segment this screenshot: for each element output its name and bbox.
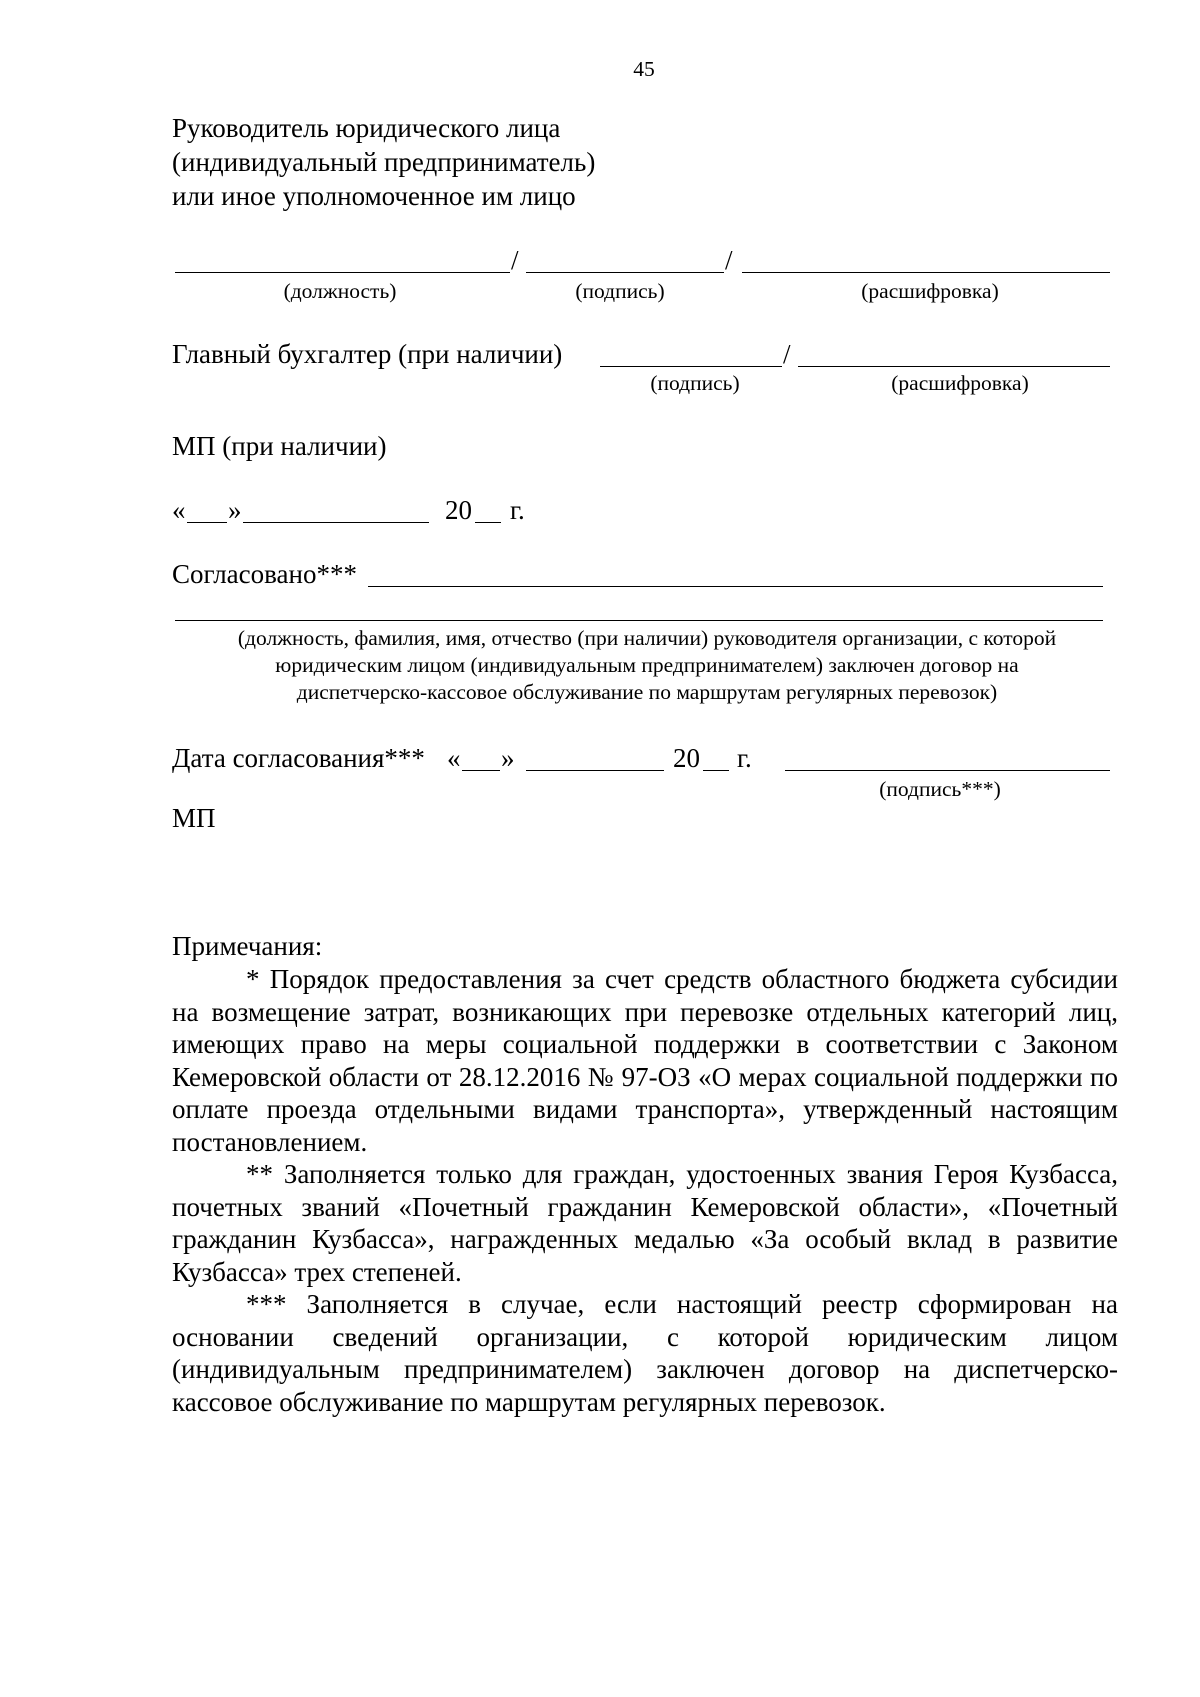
head-line-1: Руководитель юридического лица — [172, 113, 561, 143]
signature-field-line[interactable] — [526, 272, 724, 273]
head-line-2: (индивидуальный предприниматель) — [172, 147, 596, 177]
notes-title: Примечания: — [172, 931, 323, 961]
caption-signature: (подпись) — [575, 279, 665, 303]
agreement-date-day-line[interactable] — [462, 770, 500, 771]
agreement-date-year-suffix: г. — [737, 743, 752, 773]
agreed-caption-1: (должность, фамилия, имя, отчество (при наличии) руководителя организации, с которой — [237, 626, 1057, 650]
caption-decode: (расшифровка) — [861, 279, 999, 303]
agreement-signature-line[interactable] — [785, 770, 1110, 771]
chief-accountant-label: Главный бухгалтер (при наличии) — [172, 339, 563, 369]
note-item: *** Заполняется в случае, если настоящий реестр сформирован на основании сведений организации, с которой юридическим лицом (индивидуальным предпринимателем) заключен договор на диспетчерско-кассовое обслуживание по маршрутам регулярных перевозок. — [172, 1289, 1118, 1417]
agreement-date-month-line[interactable] — [526, 770, 664, 771]
agreement-date-label: Дата согласования*** — [172, 743, 425, 773]
agreed-field-line-1[interactable] — [368, 586, 1103, 587]
accountant-caption-decode: (расшифровка) — [891, 371, 1029, 395]
stamp-label-2: МП — [172, 803, 216, 833]
note-item: * Порядок предоставления за счет средств областного бюджета субсидии на возмещение затрат, возникающих при перевозке отдельных категорий лиц, имеющих право на меры социальной поддержки в соответствии с Законом Кемеровской области от 28.12.2016 № 97-ОЗ «О мерах социальной поддержки по оплате проезда отдельными видами транспорта», утвержденный настоящим постановлением. — [172, 964, 1118, 1157]
accountant-slash: / — [783, 339, 791, 369]
date-year-suffix: г. — [510, 495, 525, 525]
agreed-caption-3: диспетчерско-кассовое обслуживание по маршрутам регулярных перевозок) — [296, 680, 998, 704]
position-field-line[interactable] — [175, 272, 510, 273]
stamp-label: МП (при наличии) — [172, 431, 387, 461]
agreement-caption-signature: (подпись***) — [879, 777, 1001, 801]
date-open-quote: « — [172, 495, 186, 525]
agreement-date-close-quote: » — [501, 743, 515, 773]
agreement-date-year-prefix: 20 — [673, 743, 700, 773]
page-number: 45 — [633, 57, 655, 81]
agreed-caption-2: юридическим лицом (индивидуальным предпринимателем) заключен договор на — [275, 653, 1019, 677]
agreed-field-line-2[interactable] — [175, 620, 1103, 621]
agreement-date-open-quote: « — [447, 743, 461, 773]
date-month-line[interactable] — [243, 522, 429, 523]
caption-position: (должность) — [283, 279, 397, 303]
date-day-line[interactable] — [187, 522, 227, 523]
date-close-quote: » — [228, 495, 242, 525]
sig1-slash-2: / — [725, 245, 733, 275]
sig1-slash-1: / — [511, 245, 519, 275]
decode-field-line[interactable] — [742, 272, 1110, 273]
notes-body — [172, 963, 1118, 1418]
date-year-prefix: 20 — [445, 495, 472, 525]
date-year-line[interactable] — [475, 522, 501, 523]
agreed-label: Согласовано*** — [172, 559, 357, 589]
agreement-date-year-line[interactable] — [703, 770, 729, 771]
accountant-decode-line[interactable] — [798, 366, 1110, 367]
note-item: ** Заполняется только для граждан, удостоенных звания Героя Кузбасса, почетных званий «Почетный гражданин Кемеровской области», «Почетный гражданин Кузбасса», награжденных медалью «За особый вклад в развитие Кузбасса» трех степеней. — [172, 1159, 1118, 1287]
accountant-caption-signature: (подпись) — [650, 371, 740, 395]
accountant-signature-line[interactable] — [600, 366, 782, 367]
head-line-3: или иное уполномоченное им лицо — [172, 181, 576, 211]
